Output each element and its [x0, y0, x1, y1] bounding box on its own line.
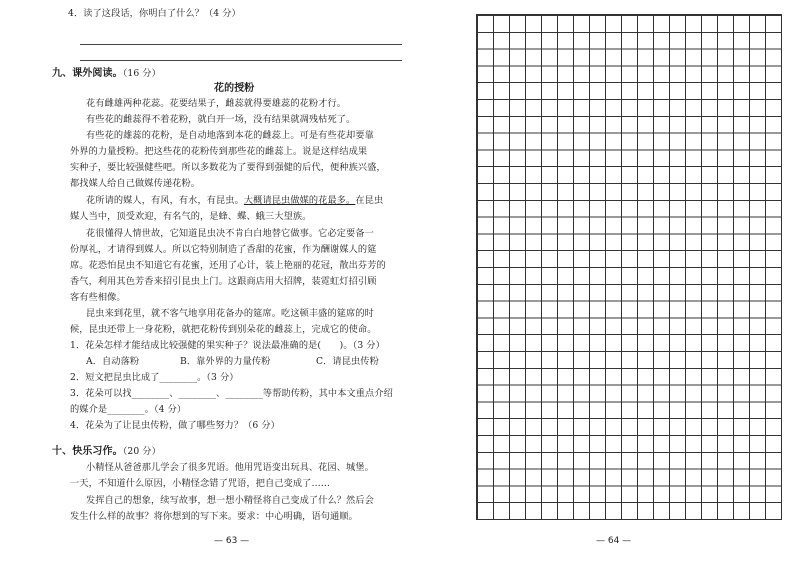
passage-line: 媒人当中，顶受欢迎，有名气的，是蜂、蝶、蛾三大望族。: [70, 211, 312, 222]
passage-line: 候，昆虫还带上一身花粉，就把花粉传到别朵花的雌蕊上，完成它的使命。: [70, 324, 377, 335]
question-2: 2．短文把昆虫比成了________。（3 分）: [70, 372, 239, 383]
option-b[interactable]: B．靠外界的力量传粉: [180, 356, 271, 367]
passage-line: 客有些相像。: [70, 292, 126, 303]
passage-line: 花很懂得人情世故，它知道昆虫决不肯白白地替它做事。它必定要备一: [86, 228, 374, 239]
question-4: 4．花朵为了让昆虫传粉，做了哪些努力？（6 分）: [70, 420, 280, 431]
passage-line: 都找媒人给自己做媒传递花粉。: [70, 178, 201, 189]
passage-line: 份厚礼，才请得到媒人。所以它特别制造了香甜的花蜜，作为酬谢媒人的筵: [70, 244, 377, 255]
passage-line: 花所请的媒人，有风，有水，有昆虫。大概请昆虫做媒的花最多。在昆虫: [86, 195, 384, 206]
passage-line: 有些花的雌蕊得不着花粉，就白开一场，没有结果就凋残枯死了。: [86, 114, 356, 125]
passage-line: 席。花恐怕昆虫不知道它有花蜜，还用了心计，装上艳丽的花冠，散出芬芳的: [70, 260, 386, 271]
passage-title: 花的授粉: [214, 83, 255, 94]
passage-line: 昆虫来到花里，就不客气地享用花备办的筵席。吃这顿丰盛的筵席的时: [86, 308, 374, 319]
page-number-left: — 63 —: [214, 536, 250, 546]
essay-line: 小精怪从爸爸那儿学会了很多咒语。他用咒语变出玩具、花园、城堡。: [86, 462, 374, 473]
question-1: 1．花朵怎样才能结成比较强健的果实种子？说法最准确的是( )。（3 分）: [70, 340, 385, 351]
passage-line: 实种子，要比较强健些吧。所以多数花为了要得到强健的后代，便种族兴盛，: [70, 162, 386, 173]
answer-line: [80, 60, 402, 61]
option-c[interactable]: C．请昆虫传粉: [316, 356, 379, 367]
passage-line: 有些花的雄蕊的花粉，是自动地落到本花的雌蕊上。可是有些花却要靠: [86, 130, 374, 141]
section-9-heading: 九、课外阅读。（16 分）: [52, 68, 161, 79]
question-3: 3．花朵可以找________、________、________等帮助传粉，其中本文重点介绍: [70, 388, 393, 399]
passage-line: 外界的力量授粉。把这些花的花粉传到那些花的雌蕊上。说是这样结成果: [70, 146, 368, 157]
option-a[interactable]: A．自动落粉: [86, 356, 140, 367]
essay-line: 发挥自己的想象，续写故事，想一想小精怪将自己变成了什么？然后会: [86, 495, 374, 506]
section-10-heading: 十、快乐习作。（20 分）: [52, 446, 161, 457]
essay-line: 发生什么样的故事？将你想到的写下来。要求：中心明确，语句通顺。: [70, 511, 358, 522]
answer-line: [80, 44, 402, 45]
question-4-top: 4．读了这段话，你明白了什么？（4 分）: [68, 8, 241, 19]
passage-line: 香气，利用其色芳香来招引昆虫上门。这跟商店用大招牌，装霓虹灯招引顾: [70, 276, 377, 287]
composition-grid[interactable]: [476, 14, 782, 520]
question-3-cont: 的媒介是________。（4 分）: [70, 404, 187, 415]
essay-line: 一天，不知道什么原因，小精怪念错了咒语，把自己变成了……: [70, 478, 331, 489]
page-number-right: — 64 —: [596, 536, 632, 546]
passage-line: 花有雌雄两种花蕊。花要结果子，雌蕊就得要雄蕊的花粉才行。: [86, 98, 347, 109]
